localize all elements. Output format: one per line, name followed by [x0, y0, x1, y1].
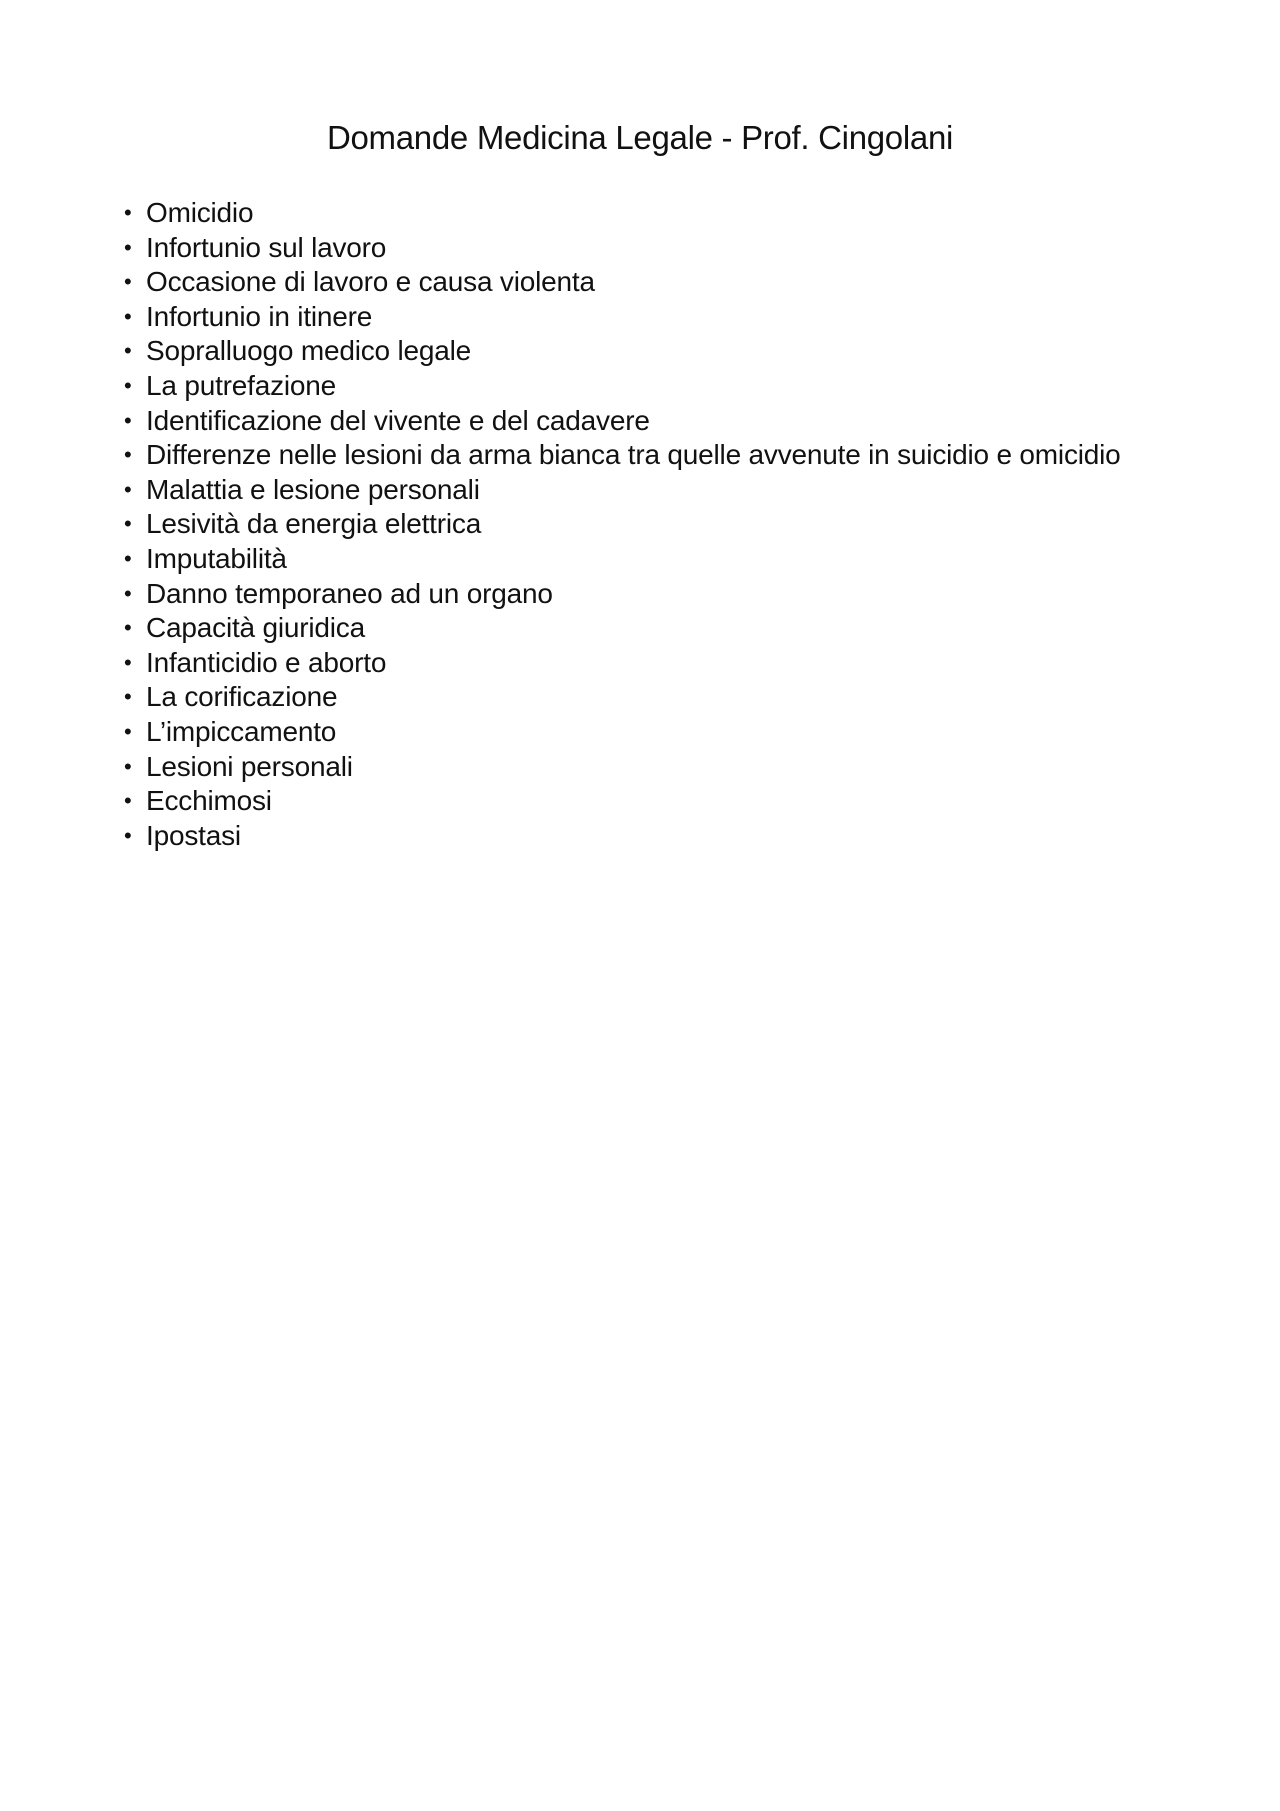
- list-item: [124, 611, 1124, 646]
- list-item-text: Lesività da energia elettrica: [146, 508, 482, 540]
- list-item-text: Lesioni personali: [146, 750, 353, 782]
- bullet-icon: •: [124, 718, 132, 744]
- list-item: [124, 300, 1124, 335]
- bullet-icon: •: [124, 234, 132, 260]
- list-item-text: Ipostasi: [146, 819, 241, 851]
- list-item: [124, 196, 1124, 231]
- question-list: [124, 196, 1124, 853]
- list-item: [124, 265, 1124, 300]
- list-item: [124, 369, 1124, 404]
- list-item-text: Capacità giuridica: [146, 612, 365, 644]
- list-item: [124, 577, 1124, 612]
- bullet-icon: •: [124, 684, 132, 710]
- bullet-icon: •: [124, 338, 132, 364]
- bullet-icon: •: [124, 407, 132, 433]
- list-item: [124, 750, 1124, 785]
- bullet-icon: •: [124, 476, 132, 502]
- list-item-text: Malattia e lesione personali: [146, 473, 480, 505]
- bullet-icon: •: [124, 615, 132, 641]
- list-item-text: Danno temporaneo ad un organo: [146, 577, 553, 609]
- list-item: [124, 819, 1124, 854]
- list-item: [124, 507, 1124, 542]
- list-item-text: Identificazione del vivente e del cadavere: [146, 404, 650, 436]
- bullet-icon: •: [124, 822, 132, 848]
- list-item: [124, 231, 1124, 266]
- list-item: [124, 404, 1124, 439]
- list-item-text: Sopralluogo medico legale: [146, 335, 471, 367]
- list-item: [124, 473, 1124, 508]
- list-item-text: Differenze nelle lesioni da arma bianca tra quelle avvenute in suicidio e omicidio: [146, 439, 1121, 471]
- bullet-icon: •: [124, 200, 132, 225]
- list-item-text: L’impiccamento: [146, 715, 337, 747]
- bullet-icon: •: [124, 753, 132, 779]
- list-item-text: Omicidio: [146, 197, 254, 228]
- list-item-text: Infanticidio e aborto: [146, 646, 387, 678]
- bullet-icon: •: [124, 788, 132, 814]
- list-item: [124, 542, 1124, 577]
- bullet-icon: •: [124, 649, 132, 675]
- bullet-icon: •: [124, 442, 132, 468]
- bullet-icon: •: [124, 269, 132, 295]
- bullet-icon: •: [124, 580, 132, 606]
- bullet-icon: •: [124, 545, 132, 571]
- list-item: [124, 334, 1124, 369]
- bullet-icon: •: [124, 372, 132, 398]
- list-item-text: Occasione di lavoro e causa violenta: [146, 266, 595, 298]
- list-item-text: Infortunio in itinere: [146, 300, 373, 332]
- list-item: [124, 715, 1124, 750]
- bullet-icon: •: [124, 511, 132, 537]
- list-item: [124, 784, 1124, 819]
- list-item-text: Ecchimosi: [146, 785, 272, 817]
- bullet-icon: •: [124, 303, 132, 329]
- list-item-text: Imputabilità: [146, 542, 287, 574]
- document-title: Domande Medicina Legale - Prof. Cingolani: [326, 119, 954, 156]
- list-item: [124, 646, 1124, 681]
- list-item: [124, 438, 1124, 473]
- list-item-text: La corificazione: [146, 681, 338, 713]
- list-item-text: La putrefazione: [146, 369, 337, 401]
- list-item-text: Infortunio sul lavoro: [146, 231, 387, 263]
- list-item: [124, 680, 1124, 715]
